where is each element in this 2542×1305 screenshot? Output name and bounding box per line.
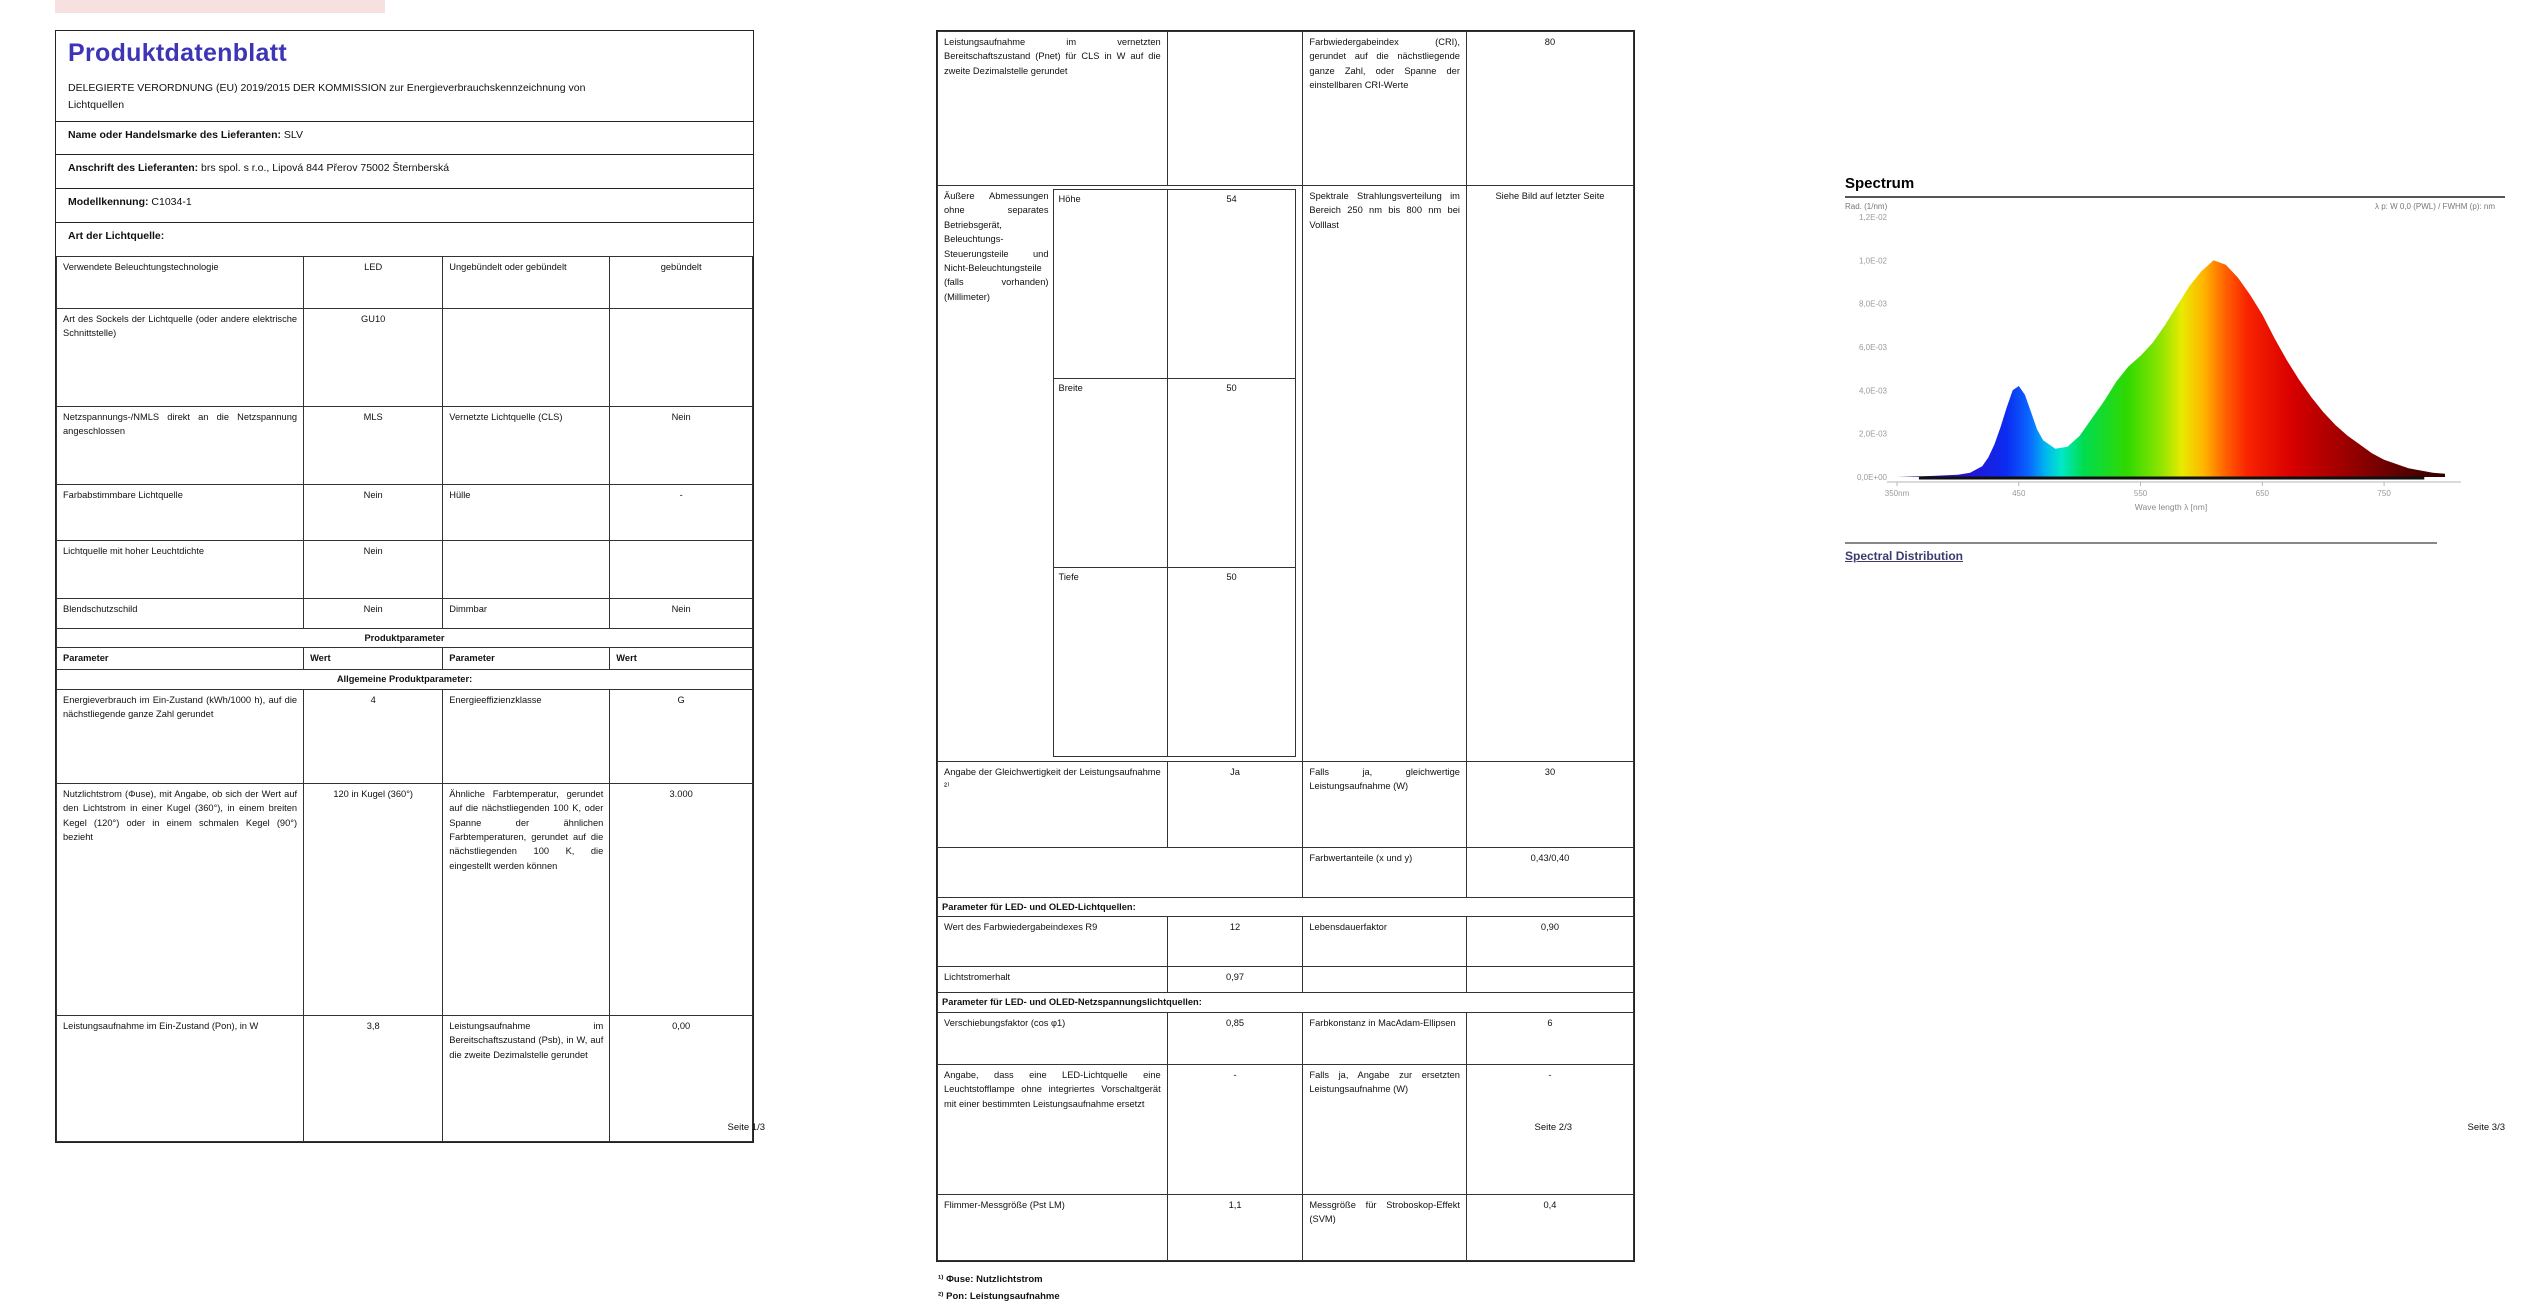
param-label-cell: Blendschutzschild — [57, 598, 304, 628]
dimensions-cell — [938, 186, 1303, 762]
param-label-cell: Falls ja, Angabe zur ersetzten Leistungsaufnahme (W) — [1303, 1064, 1467, 1194]
param-label-cell — [443, 308, 610, 406]
param-label-cell: Energieverbrauch im Ein-Zustand (kWh/1000 h), auf die nächstliegende ganze Zahl gerundet — [57, 689, 304, 783]
page-footer: Seite 1/3 — [727, 1122, 765, 1133]
param-value-cell: LED — [304, 256, 443, 308]
param-value-cell: - — [1167, 1064, 1303, 1194]
param-label-cell: Farbwiedergabeindex (CRI), gerundet auf die nächstliegende ganze Zahl, oder Spanne der einstellbaren CRI-Werte — [1303, 32, 1467, 186]
model-row — [56, 188, 753, 222]
param-label-cell: Dimmbar — [443, 598, 610, 628]
param-value-cell: 4 — [304, 689, 443, 783]
param-value-cell: 6 — [1466, 1012, 1633, 1064]
table-row — [57, 598, 753, 628]
svg-text:4,0E-03: 4,0E-03 — [1858, 386, 1887, 396]
spectrum-caption-link[interactable]: Spectral Distribution — [1845, 549, 1964, 563]
product-params-table — [937, 31, 1634, 1261]
param-value-cell: 0,85 — [1167, 1012, 1303, 1064]
column-header: Parameter — [443, 648, 610, 670]
footnote-2: ²⁾ Pon: Leistungsaufnahme — [938, 1290, 1060, 1302]
param-label-cell: Flimmer-Messgröße (Pst LM) — [938, 1194, 1168, 1260]
param-value-cell: 0,43/0,40 — [1466, 848, 1633, 898]
section-general-params: Allgemeine Produktparameter: — [57, 670, 753, 689]
svg-text:2,0E-03: 2,0E-03 — [1858, 429, 1887, 439]
param-value-cell: GU10 — [304, 308, 443, 406]
svg-text:8,0E-03: 8,0E-03 — [1858, 299, 1887, 309]
param-value-cell: gebündelt — [610, 256, 753, 308]
param-label-cell: Angabe, dass eine LED-Lichtquelle eine Leuchtstofflampe ohne integriertes Vorschaltgerät mit einer bestimmten Leistungsaufnahme ersetzt — [938, 1064, 1168, 1194]
section-light-type: Art der Lichtquelle: — [56, 222, 753, 256]
datasheet-table-page1 — [55, 30, 754, 1143]
param-value-cell — [610, 540, 753, 598]
dim-name-cell: Breite — [1053, 379, 1167, 568]
empty-cell — [1466, 967, 1633, 993]
spectrum-title: Spectrum — [1845, 175, 1915, 192]
param-label-cell: Lichtstromerhalt — [938, 967, 1168, 993]
table-row — [1053, 568, 1296, 757]
svg-text:350nm: 350nm — [1884, 489, 1910, 498]
param-value-cell: 1,1 — [1167, 1194, 1303, 1260]
param-value-cell: 0,00 — [610, 1015, 753, 1141]
table-row — [1053, 379, 1296, 568]
scan-artifact — [55, 0, 385, 13]
param-label-cell: Angabe der Gleichwertigkeit der Leistungsaufnahme ²⁾ — [938, 762, 1168, 848]
param-label-cell: Hülle — [443, 484, 610, 540]
param-label-cell: Farbwertanteile (x und y) — [1303, 848, 1467, 898]
section-header-row — [57, 628, 753, 647]
table-row — [57, 540, 753, 598]
param-label-cell: Messgröße für Stroboskop-Effekt (SVM) — [1303, 1194, 1467, 1260]
dimensions-label: Äußere Abmessungen ohne separates Betriebsgerät, Beleuchtungs-Steuerungsteile und Nicht-Beleuchtungsteile (falls vorhanden) (Millimeter) — [944, 191, 1049, 302]
empty-cell — [1303, 967, 1467, 993]
param-label-cell: Energieeffizienzklasse — [443, 689, 610, 783]
param-label-cell: Leistungsaufnahme im vernetzten Bereitschaftszustand (Pnet) für CLS in W auf die zweite Dezimalstelle gerundet — [938, 32, 1168, 186]
param-label-cell: Wert des Farbwiedergabeindexes R9 — [938, 917, 1168, 967]
table-row — [938, 762, 1634, 848]
param-label-cell: Ungebündelt oder gebündelt — [443, 256, 610, 308]
param-value-cell: 120 in Kugel (360°) — [304, 783, 443, 1015]
footnote-1: ¹⁾ Φuse: Nutzlichtstrom — [938, 1273, 1043, 1285]
dim-name-cell: Höhe — [1053, 190, 1167, 379]
param-label-cell: Art des Sockels der Lichtquelle (oder andere elektrische Schnittstelle) — [57, 308, 304, 406]
param-value-cell: Nein — [304, 540, 443, 598]
param-value-cell: Nein — [610, 598, 753, 628]
param-value-cell: - — [610, 484, 753, 540]
section-header-row — [938, 993, 1634, 1012]
param-value-cell: Nein — [304, 484, 443, 540]
section-led-params: Parameter für LED- und OLED-Lichtquellen: — [938, 898, 1634, 917]
table-row — [57, 256, 753, 308]
param-value-cell — [1167, 32, 1303, 186]
param-label-cell: Vernetzte Lichtquelle (CLS) — [443, 406, 610, 484]
empty-cell — [938, 848, 1303, 898]
param-value-cell: 3.000 — [610, 783, 753, 1015]
table-row — [57, 406, 753, 484]
table-row — [57, 308, 753, 406]
page-1 — [55, 30, 767, 1200]
page-footer: Seite 2/3 — [1534, 1122, 1572, 1133]
table-row — [938, 967, 1634, 993]
table-row — [938, 186, 1634, 762]
table-row — [938, 32, 1634, 186]
page-3 — [1845, 175, 2505, 1175]
column-header: Parameter — [57, 648, 304, 670]
peak-fwhm-label: λ p: W 0,0 (PWL) / FWHM (p): nm — [2374, 202, 2495, 211]
table-row — [57, 689, 753, 783]
svg-text:1,0E-02: 1,0E-02 — [1858, 256, 1887, 266]
table-row — [938, 848, 1634, 898]
footnotes — [936, 1271, 1636, 1305]
table-row — [1053, 190, 1296, 379]
param-label-cell: Lebensdauerfaktor — [1303, 917, 1467, 967]
dim-value-cell: 50 — [1167, 379, 1296, 568]
page-2 — [936, 30, 1636, 1302]
param-value-cell — [610, 308, 753, 406]
param-value-cell: 0,97 — [1167, 967, 1303, 993]
section-mains-params: Parameter für LED- und OLED-Netzspannungslichtquellen: — [938, 993, 1634, 1012]
param-label-cell: Verwendete Beleuchtungstechnologie — [57, 256, 304, 308]
address-label: Anschrift des Lieferanten: — [68, 162, 199, 175]
section-header-row — [57, 670, 753, 689]
section-header-row — [938, 898, 1634, 917]
param-value-cell: 80 — [1466, 32, 1633, 186]
param-label-cell: Spektrale Strahlungsverteilung im Bereich 250 nm bis 800 nm bei Volllast — [1303, 186, 1467, 762]
param-label-cell: Netzspannungs-/NMLS direkt an die Netzspannung angeschlossen — [57, 406, 304, 484]
page-footer: Seite 3/3 — [2467, 1122, 2505, 1133]
table-row — [938, 1064, 1634, 1194]
dim-name-cell: Tiefe — [1053, 568, 1167, 757]
param-value-cell: 30 — [1466, 762, 1633, 848]
address-row — [56, 154, 753, 188]
table-row — [938, 917, 1634, 967]
supplier-label: Name oder Handelsmarke des Lieferanten: — [68, 128, 281, 141]
param-label-cell — [443, 540, 610, 598]
spectrum-chart — [1845, 211, 2465, 523]
supplier-row — [56, 121, 753, 155]
column-header: Wert — [304, 648, 443, 670]
datasheet-table-page2 — [936, 30, 1635, 1262]
param-value-cell: Nein — [610, 406, 753, 484]
param-value-cell: 12 — [1167, 917, 1303, 967]
param-value-cell: Ja — [1167, 762, 1303, 848]
address-value: brs spol. s r.o., Lipová 844 Přerov 75002 Šternberská — [201, 162, 450, 175]
title-rule — [1845, 196, 2505, 198]
param-label-cell: Verschiebungsfaktor (cos φ1) — [938, 1012, 1168, 1064]
param-value-cell: 0,90 — [1466, 917, 1633, 967]
param-value-cell: Siehe Bild auf letzter Seite — [1466, 186, 1633, 762]
param-value-cell: Nein — [304, 598, 443, 628]
column-header: Wert — [610, 648, 753, 670]
svg-text:550: 550 — [2133, 489, 2148, 498]
regulation-text: DELEGIERTE VERORDNUNG (EU) 2019/2015 DER KOMMISSION zur Energieverbrauchskennzeichnung von Lichtquellen — [68, 82, 586, 112]
param-value-cell: MLS — [304, 406, 443, 484]
light-type-table — [56, 256, 753, 1142]
svg-text:450: 450 — [2012, 489, 2026, 498]
y-axis-unit-label: Rad. (1/nm) — [1845, 202, 1888, 211]
param-label-cell: Ähnliche Farbtemperatur, gerundet auf die nächstliegenden 100 K, oder Spanne der ähnlichen Farbtemperaturen, gerundet auf die nächstliegenden 100 K, die eingestellt werden können — [443, 783, 610, 1015]
spectrum-caption-block — [1845, 542, 2437, 565]
model-label: Modellkennung: — [68, 196, 149, 209]
svg-text:6,0E-03: 6,0E-03 — [1858, 343, 1887, 352]
page-title: Produktdatenblatt — [68, 39, 287, 67]
svg-text:Wave length λ [nm]: Wave length λ [nm] — [2134, 502, 2208, 512]
table-row — [57, 783, 753, 1015]
dimensions-subtable — [1053, 189, 1297, 757]
param-label-cell: Leistungsaufnahme im Ein-Zustand (Pon), in W — [57, 1015, 304, 1141]
param-label-cell: Farbkonstanz in MacAdam-Ellipsen — [1303, 1012, 1467, 1064]
dim-value-cell: 50 — [1167, 568, 1296, 757]
title-block — [56, 31, 753, 121]
param-label-cell: Lichtquelle mit hoher Leuchtdichte — [57, 540, 304, 598]
svg-text:1,2E-02: 1,2E-02 — [1858, 213, 1887, 222]
param-value-cell: 3,8 — [304, 1015, 443, 1141]
svg-text:0,0E+00: 0,0E+00 — [1856, 473, 1887, 482]
chart-meta — [1845, 202, 2505, 211]
svg-text:650: 650 — [2255, 489, 2270, 498]
supplier-value: SLV — [283, 128, 303, 141]
param-label-cell: Falls ja, gleichwertige Leistungsaufnahme (W) — [1303, 762, 1467, 848]
svg-text:750: 750 — [2377, 489, 2391, 498]
param-label-cell: Farbabstimmbare Lichtquelle — [57, 484, 304, 540]
param-value-cell: G — [610, 689, 753, 783]
param-label-cell: Nutzlichtstrom (Φuse), mit Angabe, ob sich der Wert auf den Lichtstrom in einer Kugel (360°), in einem breiten Kegel (120°) oder in einem schmalen Kegel (90°) bezieht — [57, 783, 304, 1015]
param-label-cell: Leistungsaufnahme im Bereitschaftszustand (Psb), in W, auf die zweite Dezimalstelle gerundet — [443, 1015, 610, 1141]
model-value: C1034-1 — [151, 196, 192, 209]
section-product-params: Produktparameter — [57, 628, 753, 647]
table-row — [938, 1194, 1634, 1260]
column-header-row — [57, 648, 753, 670]
table-row — [57, 1015, 753, 1141]
table-row — [57, 484, 753, 540]
param-value-cell: - — [1466, 1064, 1633, 1194]
table-row — [938, 1012, 1634, 1064]
dim-value-cell: 54 — [1167, 190, 1296, 379]
param-value-cell: 0,4 — [1466, 1194, 1633, 1260]
